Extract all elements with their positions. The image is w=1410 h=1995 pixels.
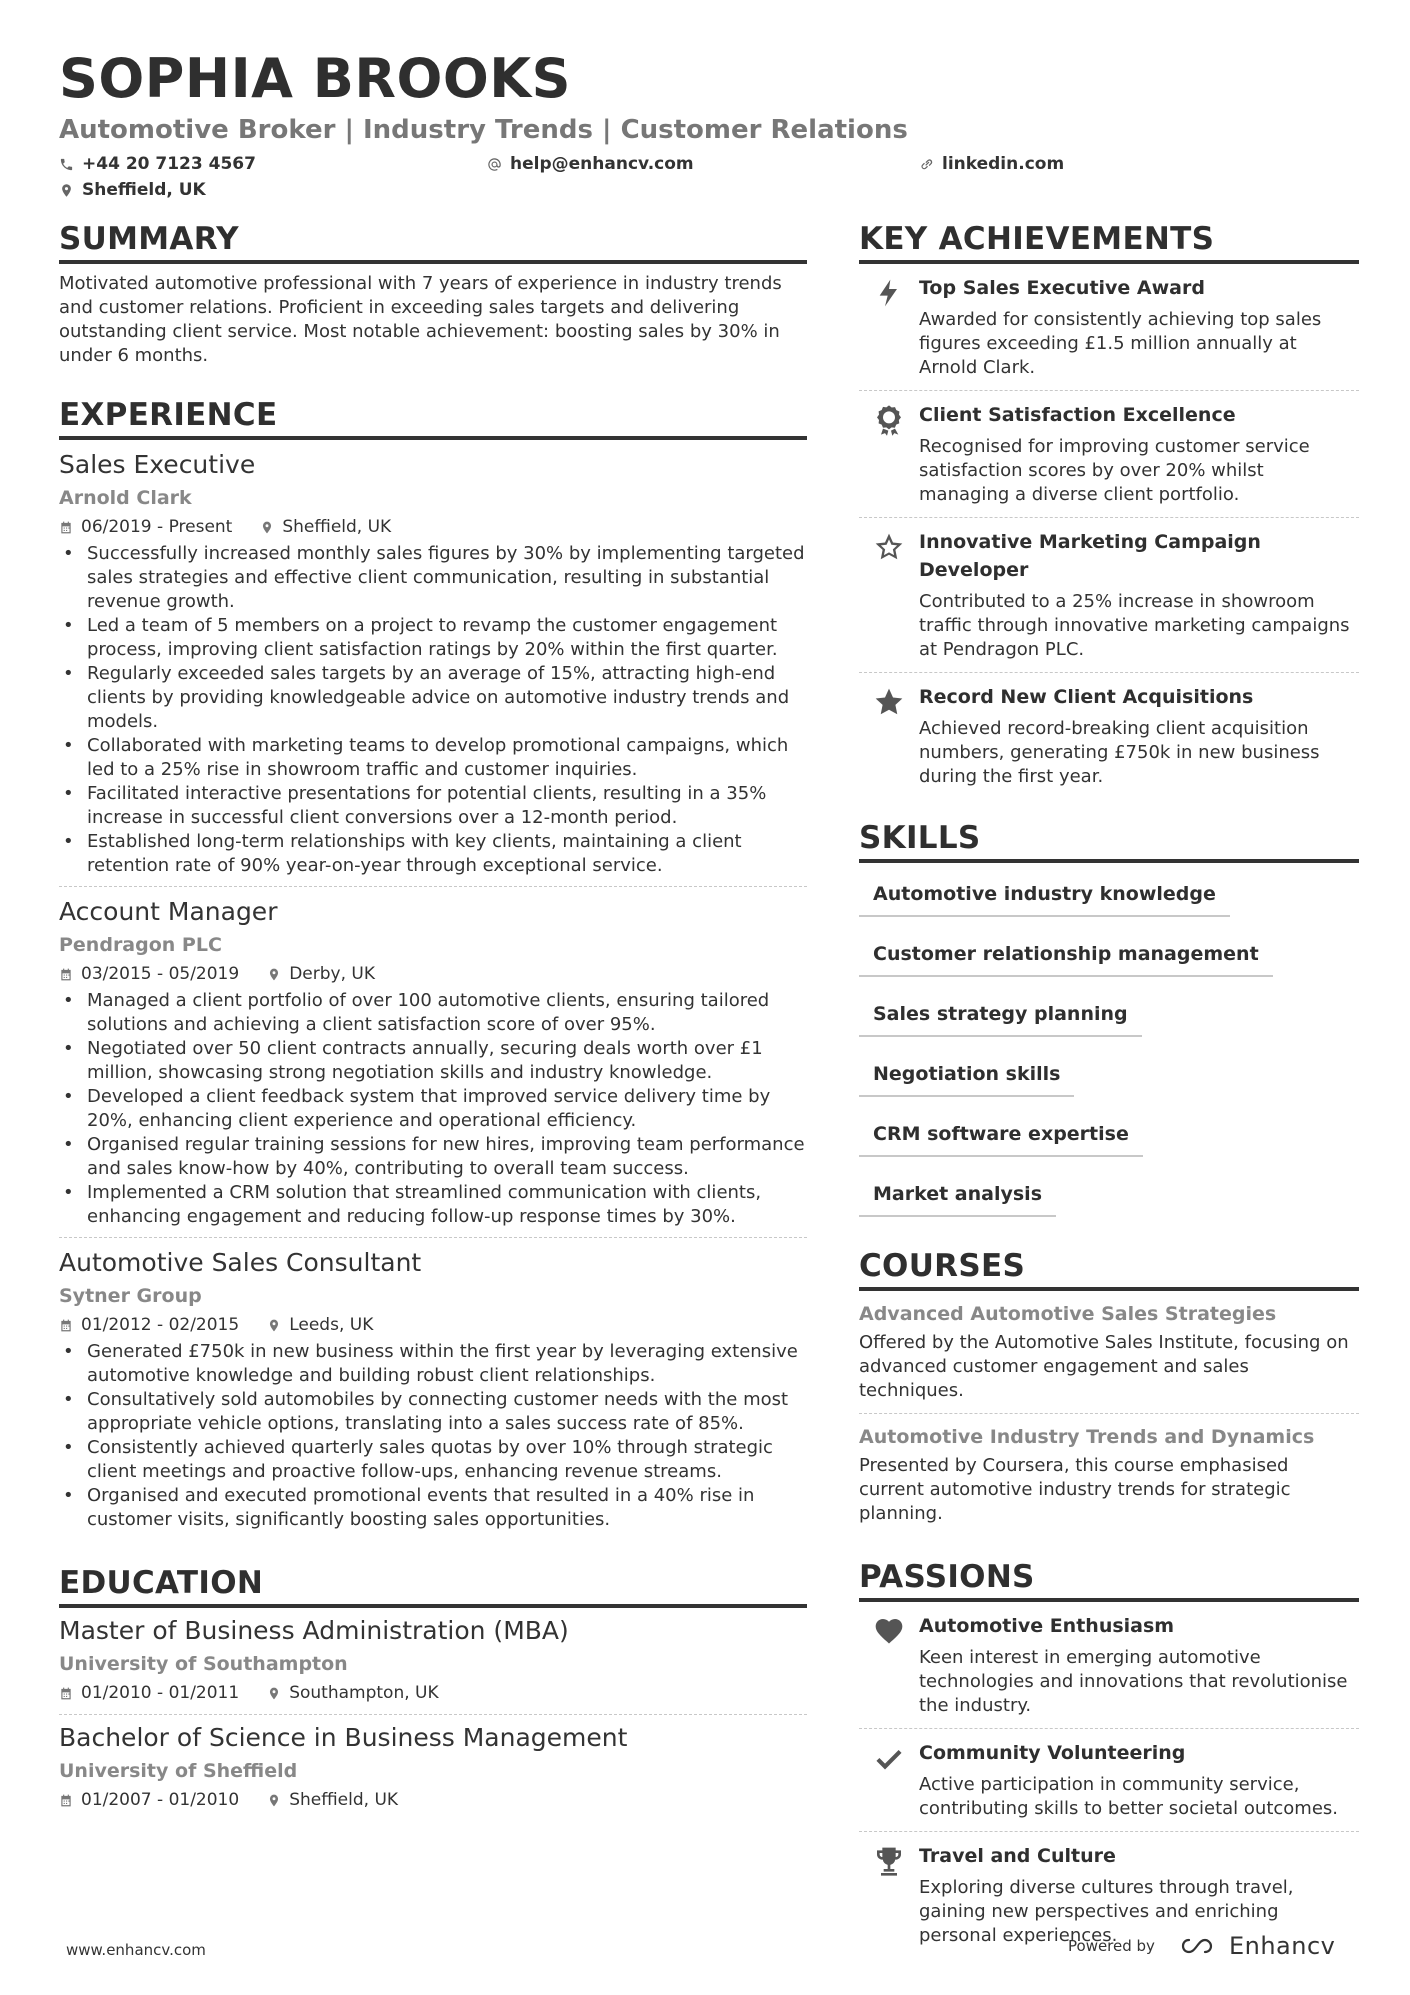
job-bullet: • Consistently achieved quarterly sales quotas by over 10% through strategic client meetings and proactive follow-ups, enhancing revenue streams. <box>59 1436 807 1484</box>
job-bullet: • Collaborated with marketing teams to develop promotional campaigns, which led to a 25% rise in showroom traffic and customer inquiries. <box>59 734 807 782</box>
job-company: Arnold Clark <box>59 487 192 509</box>
right-column <box>859 218 1359 1984</box>
footer-website[interactable]: www.enhancv.com <box>66 1941 206 1959</box>
job-bullet: • Successfully increased monthly sales figures by 30% by implementing targeted sales strategies and effective client communication, resulting in substantial revenue growth. <box>59 542 807 614</box>
school-name: University of Sheffield <box>59 1760 298 1782</box>
passion-desc: Exploring diverse cultures through travel, gaining new perspectives and enriching personal experiences. <box>919 1877 1294 1946</box>
job-bullet: • Implemented a CRM solution that streamlined communication with clients, enhancing engagement and reducing follow-up response times by 30%. <box>59 1181 807 1229</box>
job-bullet: • Generated £750k in new business within the first year by leveraging extensive automotive knowledge and building robust client relationships. <box>59 1340 807 1388</box>
candidate-title: Automotive Broker | Industry Trends | Customer Relations <box>59 115 908 145</box>
job-dates: 01/2012 - 02/2015 <box>59 1312 239 1338</box>
education-dates: 01/2007 - 01/2010 <box>59 1787 239 1813</box>
skill-tag: Negotiation skills <box>859 1055 1074 1097</box>
courses-heading: COURSES <box>859 1245 1359 1291</box>
location-pin-icon <box>59 183 74 198</box>
job-dates: 06/2019 - Present <box>59 514 232 540</box>
education-heading: EDUCATION <box>59 1562 807 1608</box>
skills-section <box>859 817 1359 1235</box>
education-section <box>59 1562 807 1821</box>
job-meta <box>59 1312 807 1338</box>
summary-text: Motivated automotive professional with 7 years of experience in industry trends and customer relations. Proficient in exceeding sales targets and delivering outstanding client service. Most notable achievement: boosting sales by 30% in under 6 months. <box>59 273 782 366</box>
courses-section <box>859 1245 1359 1536</box>
calendar-icon <box>59 1686 73 1701</box>
achievement-item <box>859 673 1359 799</box>
left-column <box>59 218 807 1847</box>
education-location: Sheffield, UK <box>267 1787 398 1813</box>
skills-list <box>859 875 1359 1235</box>
footer-branding <box>1068 1932 1335 1960</box>
contact-location <box>59 178 206 202</box>
course-title: Automotive Industry Trends and Dynamics <box>859 1426 1315 1448</box>
passions-heading: PASSIONS <box>859 1556 1359 1602</box>
job-bullets <box>59 989 807 1229</box>
job-meta <box>59 961 807 987</box>
education-entry <box>59 1715 807 1821</box>
skill-tag: CRM software expertise <box>859 1115 1143 1157</box>
award-badge-icon <box>873 403 905 437</box>
brand-name: Enhancv <box>1228 1932 1336 1960</box>
skills-heading: SKILLS <box>859 817 1359 863</box>
passion-title: Community Volunteering <box>919 1742 1186 1764</box>
job-bullet: • Facilitated interactive presentations for potential clients, resulting in a 35% increase in successful client conversions over a 12-month period. <box>59 782 807 830</box>
job-dates: 03/2015 - 05/2019 <box>59 961 239 987</box>
passion-title: Travel and Culture <box>919 1845 1116 1867</box>
job-entry <box>59 1238 807 1540</box>
experience-section <box>59 394 807 1540</box>
checkmark-icon <box>873 1741 905 1775</box>
passion-item <box>859 1729 1359 1832</box>
trophy-icon <box>873 1844 905 1878</box>
powered-by-text: Powered by <box>1068 1937 1155 1955</box>
job-title: Account Manager <box>59 897 278 926</box>
course-desc: Presented by Coursera, this course emphasised current automotive industry trends for strategic planning. <box>859 1455 1291 1524</box>
job-bullet: • Negotiated over 50 client contracts annually, securing deals worth over £1 million, showcasing strong negotiation skills and industry knowledge. <box>59 1037 807 1085</box>
achievement-desc: Contributed to a 25% increase in showroom traffic through innovative marketing campaigns at Pendragon PLC. <box>919 591 1350 660</box>
phone-icon <box>59 157 74 172</box>
enhancv-logo-icon <box>1177 1934 1221 1958</box>
job-company: Pendragon PLC <box>59 934 222 956</box>
passion-title: Automotive Enthusiasm <box>919 1615 1175 1637</box>
location-pin-icon <box>267 1793 281 1808</box>
calendar-icon <box>59 1793 73 1808</box>
summary-heading: SUMMARY <box>59 218 807 264</box>
achievement-title: Innovative Marketing Campaign Developer <box>919 531 1261 581</box>
job-location: Sheffield, UK <box>260 514 391 540</box>
skill-tag: Customer relationship management <box>859 935 1273 977</box>
degree-title: Master of Business Administration (MBA) <box>59 1616 569 1645</box>
star-outline-icon <box>873 530 905 564</box>
location-text: Sheffield, UK <box>82 180 206 200</box>
skill-tag: Sales strategy planning <box>859 995 1142 1037</box>
job-company: Sytner Group <box>59 1285 202 1307</box>
summary-section <box>59 218 807 368</box>
resume-header <box>59 44 1359 208</box>
education-location: Southampton, UK <box>267 1680 438 1706</box>
job-bullet: • Organised and executed promotional events that resulted in a 40% rise in customer visits, significantly boosting sales opportunities. <box>59 1484 807 1532</box>
svg-text:1: 1 <box>886 414 892 422</box>
link-icon <box>919 157 934 172</box>
passion-item <box>859 1602 1359 1729</box>
achievement-title: Client Satisfaction Excellence <box>919 404 1236 426</box>
at-icon <box>487 157 502 172</box>
phone-text: +44 20 7123 4567 <box>82 154 256 174</box>
achievements-section <box>859 218 1359 799</box>
achievement-item <box>859 518 1359 673</box>
school-name: University of Southampton <box>59 1653 348 1675</box>
education-meta <box>59 1787 807 1813</box>
education-meta <box>59 1680 807 1706</box>
job-title: Sales Executive <box>59 450 256 479</box>
candidate-name: SOPHIA BROOKS <box>59 47 572 110</box>
achievement-desc: Recognised for improving customer service satisfaction scores by over 20% whilst managing a diverse client portfolio. <box>919 436 1310 505</box>
calendar-icon <box>59 1318 73 1333</box>
course-item <box>859 1291 1359 1414</box>
job-location: Leeds, UK <box>267 1312 373 1338</box>
job-title: Automotive Sales Consultant <box>59 1248 422 1277</box>
job-bullet: • Consultatively sold automobiles by connecting customer needs with the most appropriate vehicle options, translating into a sales success rate of 85%. <box>59 1388 807 1436</box>
job-bullet: • Managed a client portfolio of over 100 automotive clients, ensuring tailored solutions and achieving a client satisfaction score of over 95%. <box>59 989 807 1037</box>
contact-info <box>59 152 1359 208</box>
calendar-icon <box>59 520 73 535</box>
job-meta <box>59 514 807 540</box>
location-pin-icon <box>267 1318 281 1333</box>
heart-icon <box>873 1614 905 1648</box>
achievement-title: Top Sales Executive Award <box>919 277 1205 299</box>
achievement-item <box>859 264 1359 391</box>
achievement-desc: Achieved record-breaking client acquisition numbers, generating £750k in new business during the first year. <box>919 718 1320 787</box>
job-bullet: • Developed a client feedback system that improved service delivery time by 20%, enhancing client experience and operational efficiency. <box>59 1085 807 1133</box>
email-text: help@enhancv.com <box>510 154 694 174</box>
passions-section <box>859 1556 1359 1958</box>
job-bullet: • Organised regular training sessions for new hires, improving team performance and sales know-how by 40%, contributing to overall team success. <box>59 1133 807 1181</box>
passion-desc: Active participation in community service, contributing skills to better societal outcomes. <box>919 1774 1339 1819</box>
achievements-heading: KEY ACHIEVEMENTS <box>859 218 1359 264</box>
course-title: Advanced Automotive Sales Strategies <box>859 1303 1277 1325</box>
experience-heading: EXPERIENCE <box>59 394 807 440</box>
website-text: linkedin.com <box>942 154 1065 174</box>
achievement-item <box>859 391 1359 518</box>
degree-title: Bachelor of Science in Business Management <box>59 1723 628 1752</box>
lightning-icon <box>873 276 905 310</box>
skill-tag: Automotive industry knowledge <box>859 875 1230 917</box>
calendar-icon <box>59 967 73 982</box>
brand-logo[interactable] <box>1177 1932 1335 1960</box>
location-pin-icon <box>267 1686 281 1701</box>
contact-website[interactable] <box>919 152 1064 176</box>
job-entry <box>59 440 807 887</box>
achievement-desc: Awarded for consistently achieving top sales figures exceeding £1.5 million annually at Arnold Clark. <box>919 309 1322 378</box>
achievement-title: Record New Client Acquisitions <box>919 686 1254 708</box>
passion-desc: Keen interest in emerging automotive technologies and innovations that revolutionise the industry. <box>919 1647 1348 1716</box>
education-entry <box>59 1608 807 1715</box>
skill-tag: Market analysis <box>859 1175 1056 1217</box>
location-pin-icon <box>260 520 274 535</box>
education-dates: 01/2010 - 01/2011 <box>59 1680 239 1706</box>
course-item <box>859 1414 1359 1536</box>
location-pin-icon <box>267 967 281 982</box>
job-bullets <box>59 542 807 878</box>
job-entry <box>59 887 807 1238</box>
job-bullet: • Regularly exceeded sales targets by an average of 15%, attracting high-end clients by providing knowledgeable advice on automotive industry trends and models. <box>59 662 807 734</box>
star-filled-icon <box>873 685 905 719</box>
contact-phone <box>59 152 256 176</box>
course-desc: Offered by the Automotive Sales Institute, focusing on advanced customer engagement and sales techniques. <box>859 1332 1349 1401</box>
job-bullet: • Led a team of 5 members on a project to revamp the customer engagement process, improving client satisfaction ratings by 20% within the first quarter. <box>59 614 807 662</box>
contact-email[interactable] <box>487 152 694 176</box>
job-bullet: • Established long-term relationships with key clients, maintaining a client retention rate of 90% year-on-year through exceptional service. <box>59 830 807 878</box>
job-bullets <box>59 1340 807 1532</box>
job-location: Derby, UK <box>267 961 375 987</box>
